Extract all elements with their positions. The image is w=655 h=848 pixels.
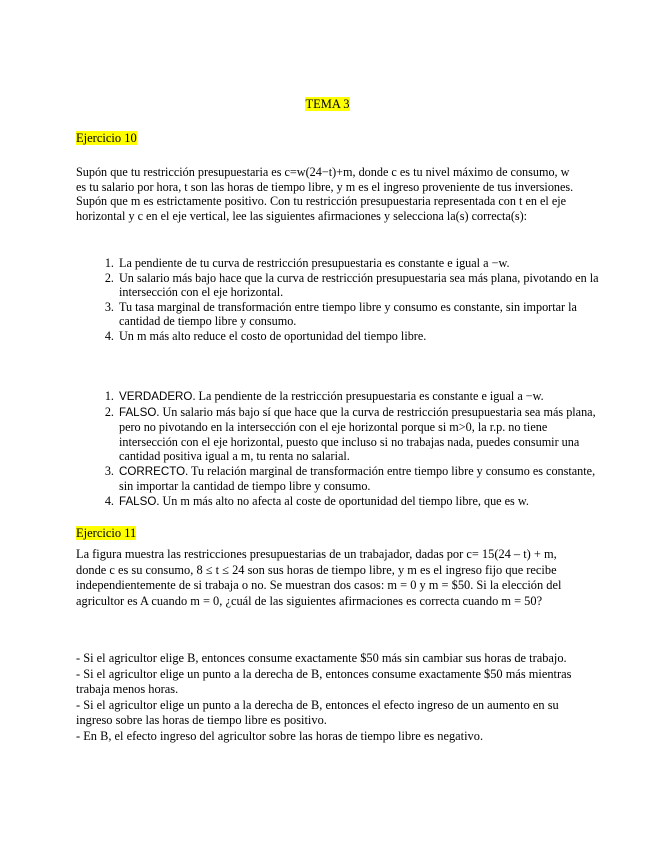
page-title-text: TEMA 3 bbox=[305, 97, 350, 111]
option-item: - Si el agricultor elige un punto a la derecha de B, entonces el efecto ingreso de un aumento en su ingreso sobre las horas de tiempo libre es positivo. bbox=[76, 697, 559, 727]
answer-verdict: CORRECTO bbox=[119, 464, 186, 478]
statement-item: 2. Un salario más bajo hace que la curva de restricción presupuestaria sea más plana, pivotando en la intersección con el eje horizontal. bbox=[117, 271, 607, 300]
answer-item bbox=[117, 389, 607, 405]
answer-text: . Un salario más bajo sí que hace que la curva de restricción presupuestaria sea más plana, pero no pivotando en la intersección con el eje horizontal porque si m>0, la r.p. no tiene intersección con el eje horizontal, puesto que incluso si no trabajas nada, puedes consumir una cantidad positiva igual a m, tu renta no salarial. bbox=[119, 404, 596, 463]
answer-text: . Un m más alto no afecta al coste de oportunidad del tiempo libre, que es w. bbox=[156, 493, 529, 508]
answer-text: . La pendiente de la restricción presupuestaria es constante e igual a −w. bbox=[192, 389, 544, 403]
exercise-10-heading-text: Ejercicio 10 bbox=[76, 131, 137, 145]
statement-item: 4. Un m más alto reduce el costo de oportunidad del tiempo libre. bbox=[117, 329, 607, 344]
option-item: - Si el agricultor elige B, entonces consume exactamente $50 más sin cambiar sus horas de trabajo. bbox=[76, 651, 567, 665]
option-item: - En B, el efecto ingreso del agricultor sobre las horas de tiempo libre es negativo. bbox=[76, 728, 484, 743]
option-item: - Si el agricultor elige un punto a la derecha de B, entonces consume exactamente $50 más mientras trabaja menos horas. bbox=[76, 666, 572, 696]
statement-item: 3. Tu tasa marginal de transformación entre tiempo libre y consumo es constante, sin importar la cantidad de tiempo libre y consumo. bbox=[117, 300, 607, 329]
page-title bbox=[0, 97, 655, 112]
answer-verdict: FALSO bbox=[119, 405, 157, 419]
exercise-10-intro: Supón que tu restricción presupuestaria es c=w(24−t)+m, donde c es tu nivel máximo de consumo, w es tu salario por hora, t son las horas de tiempo libre, y m es el ingreso proveniente de tus inversiones. Supón que m es estrictamente positivo. Con tu restricción presupuestaria representada con t en el eje horizontal y c en el eje vertical, lee las siguientes afirmaciones y selecciona la(s) correcta(s): bbox=[76, 165, 574, 223]
answer-item bbox=[117, 464, 607, 494]
statement-item: 1. La pendiente de tu curva de restricción presupuestaria es constante e igual a −w. bbox=[117, 256, 607, 271]
exercise-10-answers bbox=[76, 389, 607, 509]
exercise-11-intro: La figura muestra las restricciones presupuestarias de un trabajador, dadas por c= 15(24 – t) + m, donde c es su consumo, 8 ≤ t ≤ 24 son sus horas de tiempo libre, y m es el ingreso fijo que recibe independientemente de si trabaja o no. Se muestran dos casos: m = 0 y m = $50. Si la elección del agricultor es A cuando m = 0, ¿cuál de las siguientes afirmaciones es correcta cuando m = 50? bbox=[76, 547, 562, 608]
answer-item bbox=[117, 494, 607, 510]
answer-verdict: FALSO bbox=[119, 494, 157, 508]
answer-verdict: VERDADERO bbox=[119, 390, 193, 403]
exercise-11-options bbox=[76, 651, 581, 744]
answer-item bbox=[117, 405, 607, 464]
exercise-10-statements bbox=[76, 256, 607, 343]
answer-text: . Tu relación marginal de transformación entre tiempo libre y consumo es constante, sin importar la cantidad de tiempo libre y consumo. bbox=[119, 463, 596, 493]
exercise-11-heading-text: Ejercicio 11 bbox=[76, 526, 137, 540]
exercise-10-heading bbox=[76, 131, 137, 146]
exercise-11-heading bbox=[76, 526, 136, 541]
